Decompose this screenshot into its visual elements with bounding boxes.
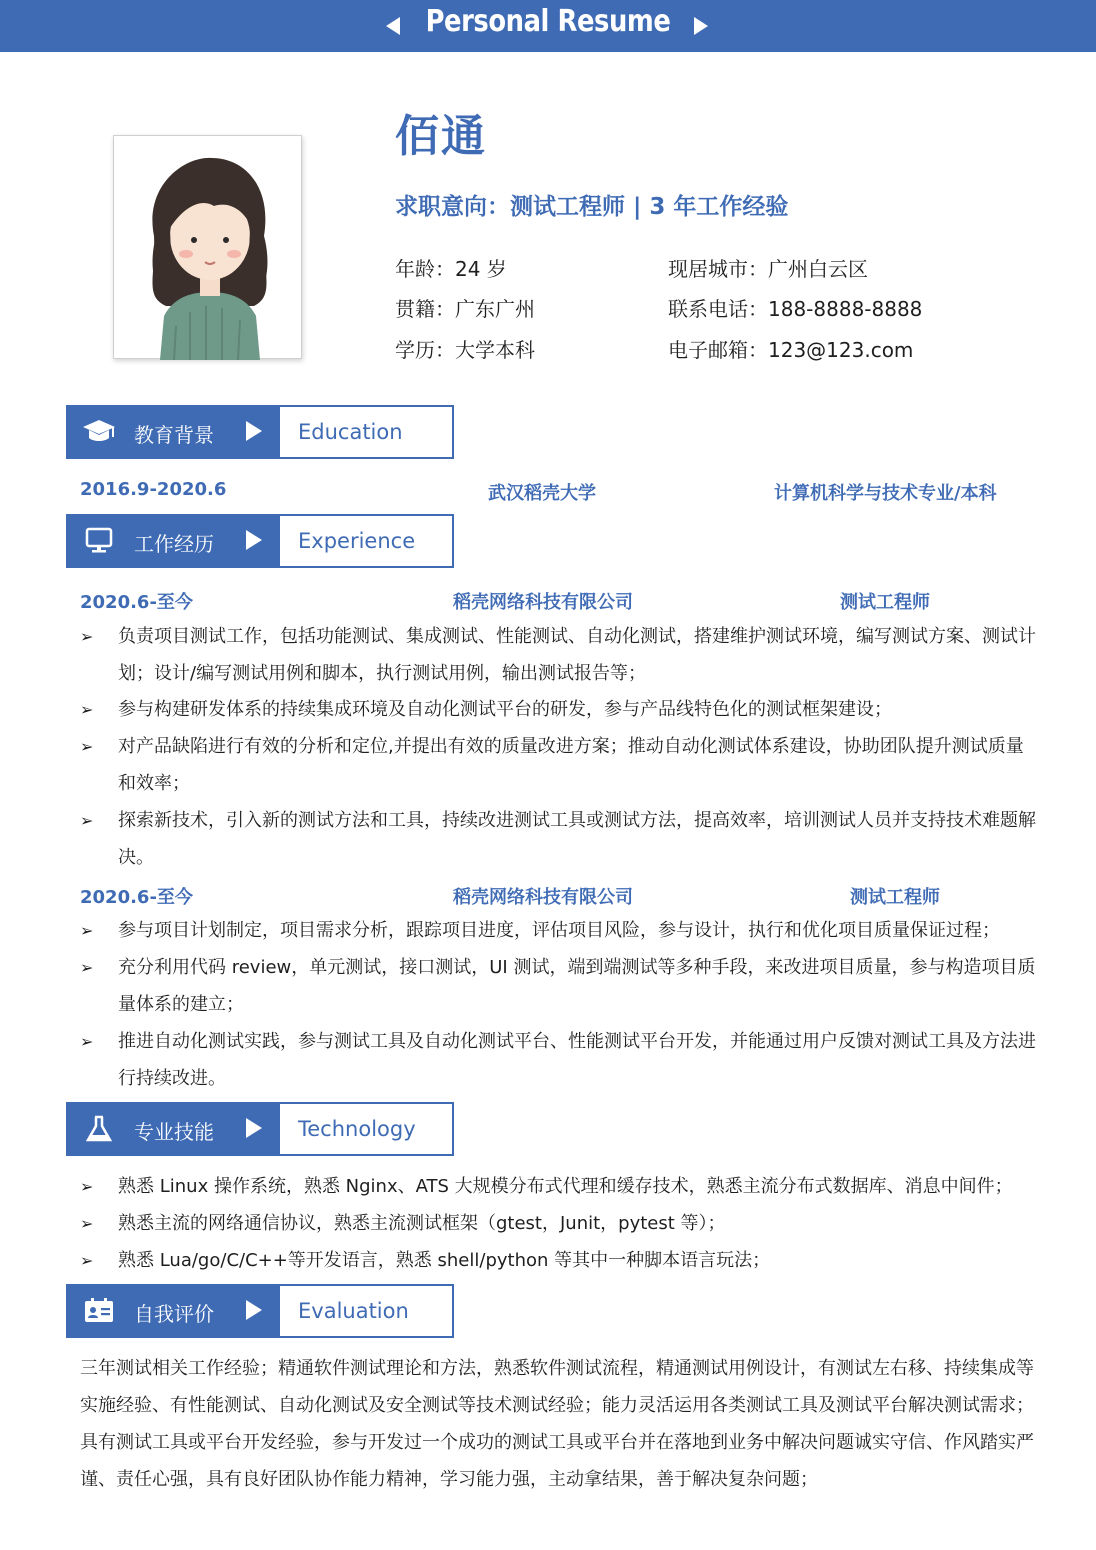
list-item: ➢ 熟悉 Lua/go/C/C++等开发语言，熟悉 shell/python 等其中一种脚本语言玩法； xyxy=(80,1242,1040,1279)
list-item: ➢ 推进自动化测试实践，参与测试工具及自动化测试平台、性能测试平台开发，并能通过用户反馈对测试工具及方法进行持续改进。 xyxy=(80,1023,1040,1097)
list-item: ➢ 参与项目计划制定，项目需求分析，跟踪项目进度，评估项目风险，参与设计，执行和优化项目质量保证过程； xyxy=(80,912,1040,949)
list-item: ➢ 熟悉主流的网络通信协议，熟悉主流测试框架（gtest，Junit，pytest 等）； xyxy=(80,1205,1040,1242)
bullet-arrow-icon: ➢ xyxy=(80,1032,94,1051)
self-evaluation-text: 三年测试相关工作经验；精通软件测试理论和方法，熟悉软件测试流程，精通测试用例设计，有测试左右移、持续集成等实施经验、有性能测试、自动化测试及安全测试等技术测试经验；能力灵活运用各类测试工具及测试平台解决测试需求；具有测试工具或平台开发经验，参与开发过一个成功的测试工具或平台并在落地到业务中解决问题诚实守信、作风踏实严谨、责任心强，具有良好团队协作能力精神，学习能力强，主动拿结果，善于解决复杂问题； xyxy=(80,1358,1034,1490)
section-header-experience xyxy=(66,514,454,568)
info-email: 电子邮箱：123@123.com xyxy=(668,338,914,362)
list-item: ➢ 熟悉 Linux 操作系统，熟悉 Nginx、ATS 大规模分布式代理和缓存技术，熟悉主流分布式数据库、消息中间件； xyxy=(80,1168,1040,1205)
monitor-icon xyxy=(82,527,116,555)
bullet-arrow-icon: ➢ xyxy=(80,737,94,756)
bullet-arrow-icon: ➢ xyxy=(80,627,94,646)
play-arrow-icon xyxy=(246,1118,262,1138)
graduation-cap-icon xyxy=(82,418,116,446)
section-title-en: Education xyxy=(298,420,403,444)
bullet-arrow-icon: ➢ xyxy=(80,1251,94,1270)
arrow-right-icon xyxy=(694,17,708,35)
bullet-arrow-icon: ➢ xyxy=(80,921,94,940)
education-school: 武汉稻壳大学 xyxy=(488,483,596,504)
section-title-en: Experience xyxy=(298,529,416,553)
list-item: ➢ 负责项目测试工作，包括功能测试、集成测试、性能测试、自动化测试，搭建维护测试环境，编写测试方案、测试计划；设计/编写测试用例和脚本，执行测试用例，输出测试报告等； xyxy=(80,618,1040,692)
section-header-skills xyxy=(66,1102,454,1156)
job-period: 2020.6-至今 xyxy=(80,592,193,613)
list-item: ➢ 探索新技术，引入新的测试方法和工具，持续改进测试工具或测试方法，提高效率，培训测试人员并支持技术难题解决。 xyxy=(80,802,1040,876)
job-company: 稻壳网络科技有限公司 xyxy=(453,887,633,908)
section-title-cn: 专业技能 xyxy=(134,1120,214,1144)
bullet-arrow-icon: ➢ xyxy=(80,1177,94,1196)
job-period: 2020.6-至今 xyxy=(80,887,193,908)
job-company: 稻壳网络科技有限公司 xyxy=(453,592,633,613)
info-city: 现居城市：广州白云区 xyxy=(668,257,868,281)
list-item: ➢ 对产品缺陷进行有效的分析和定位,并提出有效的质量改进方案；推动自动化测试体系建设，协助团队提升测试质量和效率； xyxy=(80,728,1040,802)
play-arrow-icon xyxy=(246,530,262,550)
play-arrow-icon xyxy=(246,1300,262,1320)
bullet-arrow-icon: ➢ xyxy=(80,958,94,977)
list-item: ➢ 充分利用代码 review，单元测试，接口测试，UI 测试，端到端测试等多种手段，来改进项目质量，参与构造项目质量体系的建立； xyxy=(80,949,1040,1023)
info-hometown: 贯籍：广东广州 xyxy=(395,297,535,321)
avatar xyxy=(113,135,302,359)
job-role: 测试工程师 xyxy=(840,592,930,613)
bullet-arrow-icon: ➢ xyxy=(80,700,94,719)
candidate-name: 佰通 xyxy=(395,111,487,162)
flask-icon xyxy=(82,1115,116,1143)
section-header-evaluation xyxy=(66,1284,454,1338)
info-degree: 学历：大学本科 xyxy=(395,338,535,362)
page-title: Personal Resume xyxy=(425,4,671,39)
education-period: 2016.9-2020.6 xyxy=(80,479,227,500)
section-title-en: Evaluation xyxy=(298,1299,409,1323)
section-header-education xyxy=(66,405,454,459)
job-intent: 求职意向：测试工程师 | 3 年工作经验 xyxy=(395,194,789,220)
info-age: 年龄：24 岁 xyxy=(395,257,507,281)
bullet-arrow-icon: ➢ xyxy=(80,1214,94,1233)
job-role: 测试工程师 xyxy=(850,887,940,908)
education-major: 计算机科学与技术专业/本科 xyxy=(774,483,997,504)
info-phone: 联系电话：188-8888-8888 xyxy=(668,297,923,321)
id-card-icon xyxy=(82,1297,116,1325)
section-title-cn: 工作经历 xyxy=(134,532,214,556)
play-arrow-icon xyxy=(246,421,262,441)
section-title-cn: 教育背景 xyxy=(134,423,214,447)
section-title-cn: 自我评价 xyxy=(134,1302,214,1326)
bullet-arrow-icon: ➢ xyxy=(80,811,94,830)
header-banner xyxy=(0,0,1096,52)
section-title-en: Technology xyxy=(298,1117,416,1141)
list-item: ➢ 参与构建研发体系的持续集成环境及自动化测试平台的研发，参与产品线特色化的测试框架建设； xyxy=(80,691,1040,728)
